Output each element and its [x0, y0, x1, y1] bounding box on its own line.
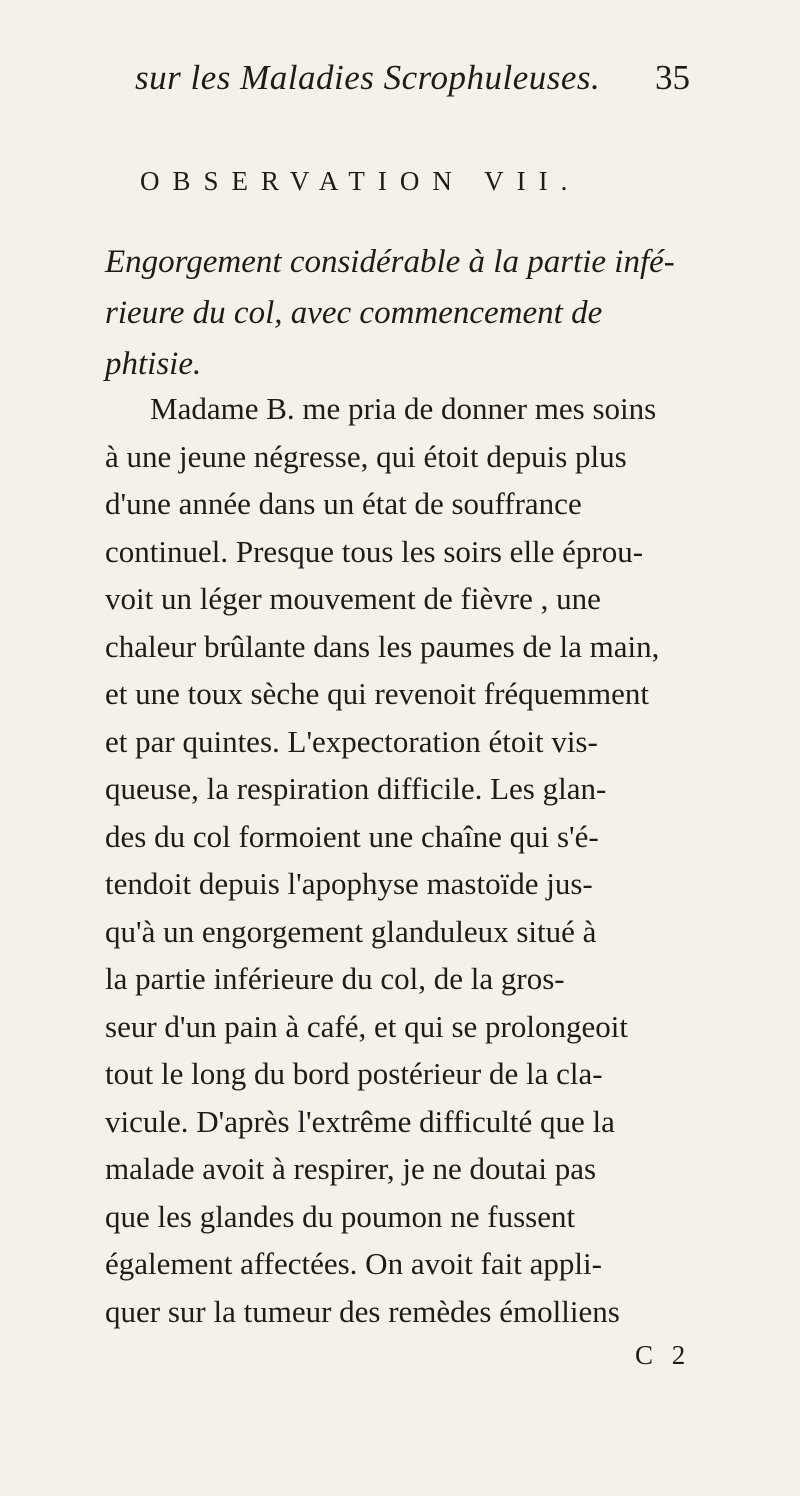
text-line: des du col formoient une chaîne qui s'é- [105, 818, 599, 854]
text-line: malade avoit à respirer, je ne doutai pas [105, 1151, 597, 1186]
text-line: queuse, la respiration difficile. Les glan- [105, 771, 607, 806]
running-head [135, 58, 690, 98]
subtitle-line: phtisie. [105, 346, 202, 382]
text-line: seur d'un pain à café, et qui se prolongeoit [105, 1008, 628, 1044]
text-line: que les glandes du poumon ne fussent [105, 1198, 576, 1234]
text-line: continuel. Presque tous les soirs elle éprou- [105, 533, 644, 569]
body-paragraph [105, 385, 720, 1335]
signature-mark: C 2 [635, 1340, 692, 1370]
text-line: vicule. D'après l'extrême difficulté que la [105, 1103, 615, 1139]
text-line: voit un léger mouvement de fièvre , une [105, 581, 601, 616]
text-line: qu'à un engorgement glanduleux situé à [105, 913, 597, 949]
observation-heading: OBSERVATION VII. [140, 166, 581, 196]
text-line: également affectées. On avoit fait appli- [105, 1246, 602, 1281]
subtitle-line: Engorgement considérable à la partie infé- [105, 244, 675, 280]
text-line: chaleur brûlante dans les paumes de la main, [105, 628, 660, 664]
observation-subtitle [105, 237, 705, 390]
subtitle-line: rieure du col, avec commencement de [105, 295, 603, 331]
text-line: et par quintes. L'expectoration étoit vis- [105, 723, 598, 759]
text-line: et une toux sèche qui revenoit fréquemment [105, 676, 650, 711]
running-title: sur les Maladies Scrophuleuses. [135, 58, 601, 97]
text-line: d'une année dans un état de souffrance [105, 486, 582, 521]
text-line: à une jeune négresse, qui étoit depuis plus [105, 438, 627, 474]
text-line: Madame B. me pria de donner mes soins [150, 391, 657, 426]
page-number: 35 [655, 58, 690, 97]
text-line: tout le long du bord postérieur de la cla- [105, 1056, 603, 1091]
text-line: quer sur la tumeur des remèdes émolliens [105, 1293, 620, 1329]
text-line: la partie inférieure du col, de la gros- [105, 961, 565, 996]
text-line: tendoit depuis l'apophyse mastoïde jus- [105, 866, 593, 901]
